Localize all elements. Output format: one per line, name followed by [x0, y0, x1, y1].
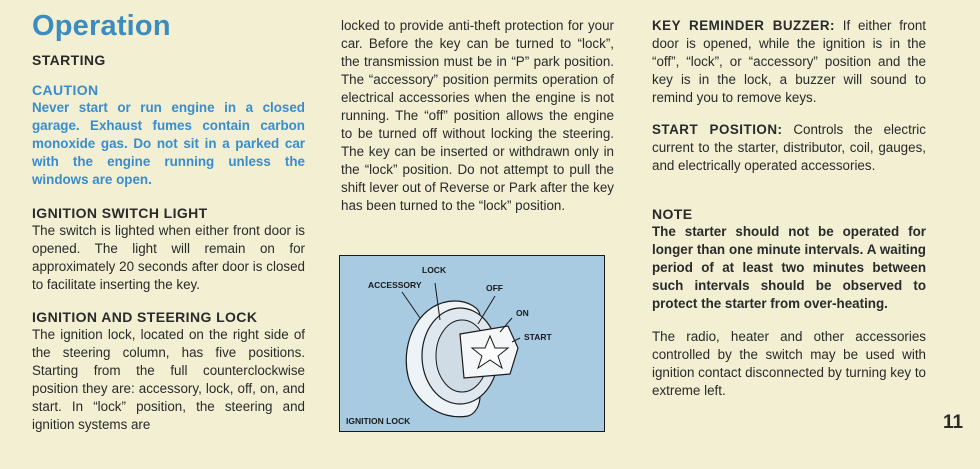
ignition-steering-lock-text: The ignition lock, located on the right side of the steering column, has five positions. Starting from the full counterclockwise position they are: accessory, lock, off, on, and start. In “lock” position, the steering and ignition systems are [32, 327, 305, 432]
pointer-off [478, 296, 495, 324]
ignition-steering-lock-heading: IGNITION AND STEERING LOCK [32, 309, 258, 325]
note-text: The starter should not be operated for longer than one minute intervals. A waiting period of at least two minutes between such intervals should be observed to protect the starter from over-heating. [652, 224, 926, 311]
caution-heading: CAUTION [32, 82, 99, 98]
ignition-switch-light-heading: IGNITION SWITCH LIGHT [32, 205, 208, 221]
label-on: ON [516, 308, 529, 318]
key-reminder-buzzer-text: If either front door is opened, while the ignition is in the “off”, “lock”, or “accessory” position and the key is in the lock, a buzzer will sound to remind you to remove keys. [652, 18, 926, 105]
key-reminder-buzzer-heading: KEY REMINDER BUZZER: [652, 18, 835, 33]
key-reminder-buzzer-paragraph [652, 17, 926, 107]
label-accessory: ACCESSORY [368, 280, 422, 290]
page-number: 11 [943, 412, 964, 433]
start-position-text: Controls the electric current to the starter, distributor, coil, gauges, and electrically operated accessories. [652, 122, 926, 173]
label-lock: LOCK [422, 265, 447, 275]
caution-text: Never start or run engine in a closed garage. Exhaust fumes contain carbon monoxide gas. Do not sit in a parked car with the engine running unless the windows are open. [32, 100, 305, 187]
start-position-heading: START POSITION: [652, 122, 783, 137]
page-title: Operation [32, 10, 171, 42]
ignition-lock-diagram [339, 255, 605, 432]
label-off: OFF [486, 283, 503, 293]
pointer-accessory [402, 292, 420, 318]
lock-continued-text: locked to provide anti-theft protection for your car. Before the key can be turned to “lock”, the transmission must be in “P” park position. The “accessory” position permits operation of electrical accessories when the engine is not running. The “off” position allows the engine to be turned off without locking the steering. The key can be inserted or withdrawn only in the “lock” position. Do not attempt to pull the shift lever out of Reverse or Park after the key has been turned to the “lock” position. [341, 18, 614, 213]
ignition-lock-illustration [340, 256, 604, 431]
starting-heading: STARTING [32, 52, 106, 68]
diagram-caption: IGNITION LOCK [346, 416, 411, 426]
label-start: START [524, 332, 552, 342]
note-heading: NOTE [652, 206, 693, 222]
radio-heater-text: The radio, heater and other accessories controlled by the switch may be used with ignition contact disconnected by turning key to extreme left. [652, 329, 926, 398]
start-position-paragraph [652, 121, 926, 175]
ignition-switch-light-text: The switch is lighted when either front door is opened. The light will remain on for approximately 20 seconds after door is closed to facilitate inserting the key. [32, 223, 305, 292]
